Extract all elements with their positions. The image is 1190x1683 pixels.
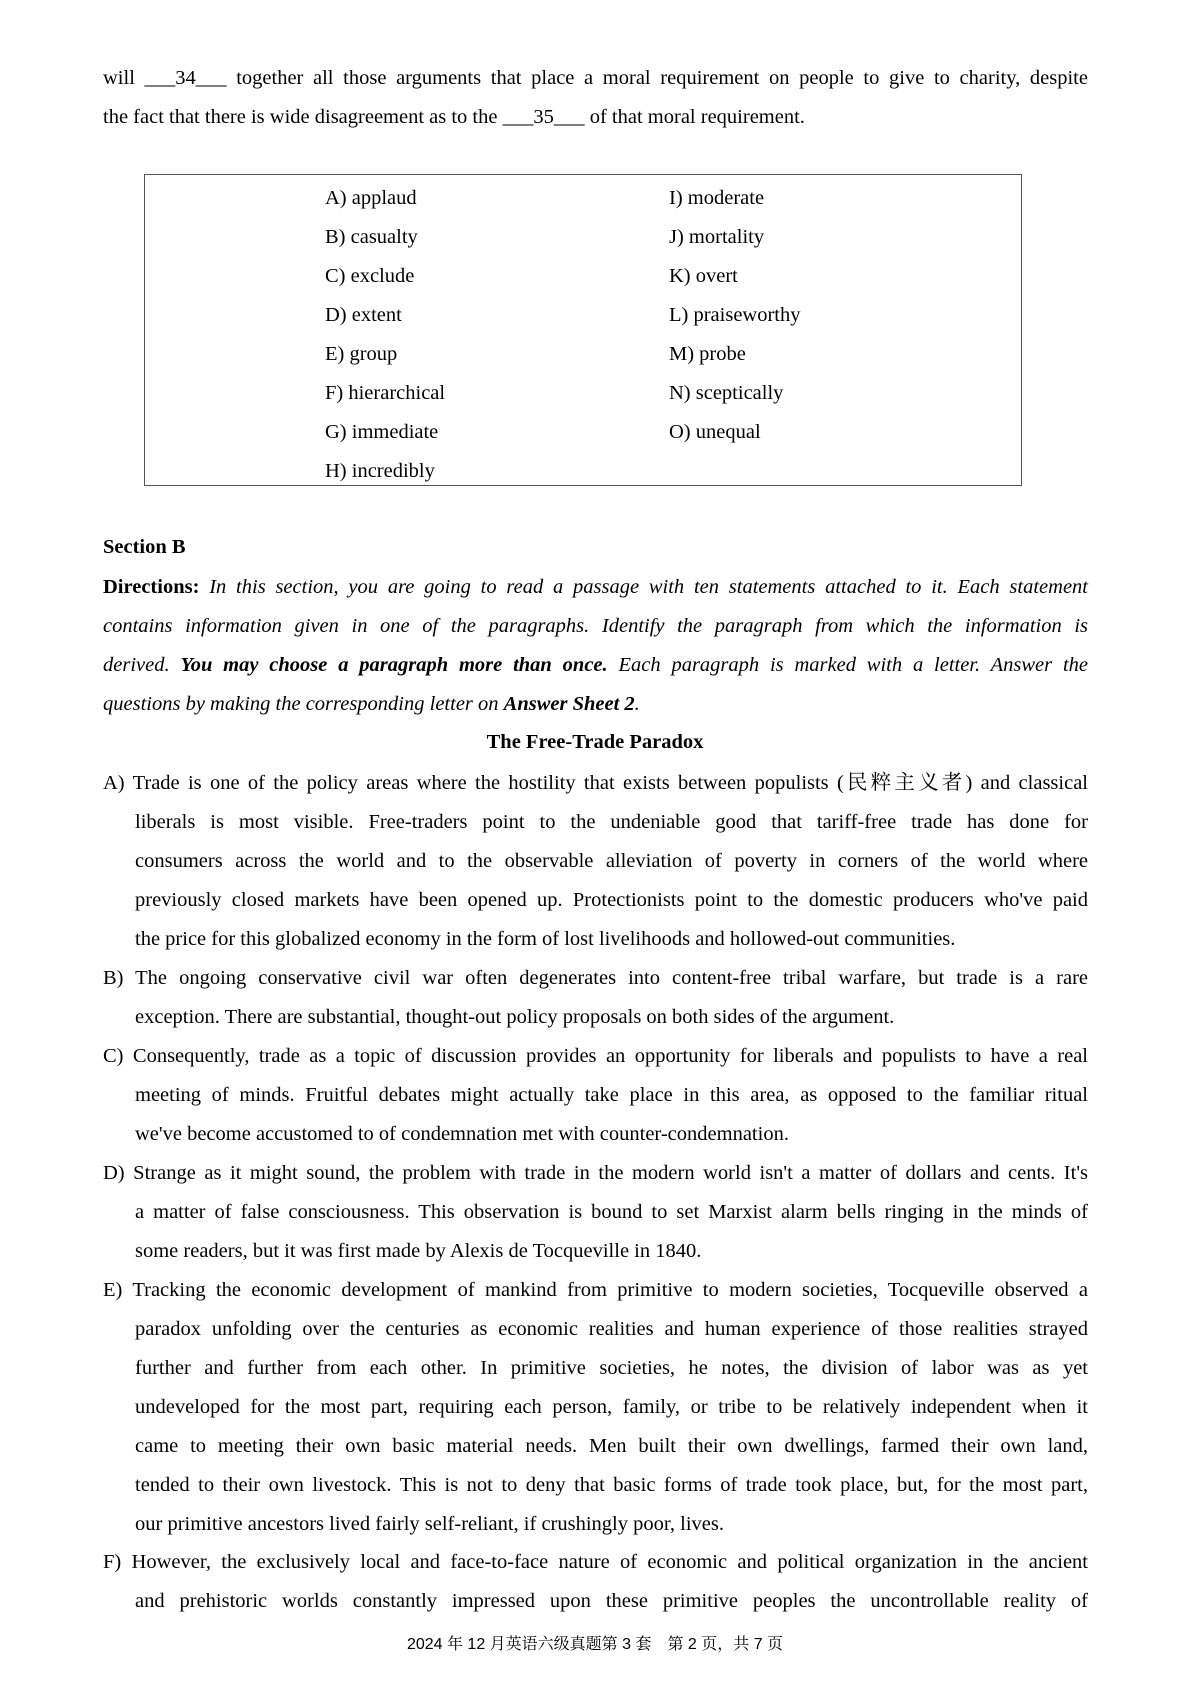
directions-label: Directions: <box>103 576 200 598</box>
text-fragment: questions by making the corresponding letter on <box>103 693 504 715</box>
directions-line-4 <box>103 691 1088 717</box>
paragraph-d-line: a matter of false consciousness. This observation is bound to set Marxist alarm bells ringing in the minds of <box>135 1201 1088 1223</box>
text-fragment: the fact that there is wide disagreement as to the <box>103 106 503 128</box>
paragraph-a-line: the price for this globalized economy in the form of lost livelihoods and hollowed-out communities. <box>135 928 956 950</box>
paragraph-e-line: E) Tracking the economic development of mankind from primitive to modern societies, Tocqueville observed a <box>103 1279 1088 1301</box>
paragraph-e-line: came to meeting their own basic material needs. Men built their own dwellings, farmed their own land, <box>135 1435 1088 1457</box>
paragraph-a-line: consumers across the world and to the observable alleviation of poverty in corners of the world where <box>135 850 1088 872</box>
word-bank-box <box>144 174 1022 486</box>
text-fragment: derived. <box>103 654 181 676</box>
blank-35: ___35___ <box>502 106 585 128</box>
word-option: G) immediate <box>325 421 439 443</box>
section-heading: Section B <box>103 536 186 558</box>
paragraph-c-line: we've become accustomed to of condemnation met with counter-condemnation. <box>135 1123 789 1145</box>
word-option: C) exclude <box>325 265 415 287</box>
word-option: F) hierarchical <box>325 382 446 404</box>
prev-passage-line-2 <box>103 104 1088 130</box>
word-option: B) casualty <box>325 226 418 248</box>
directions-line-1 <box>103 574 1088 600</box>
word-option: H) incredibly <box>325 460 435 482</box>
prev-passage-line-1 <box>103 65 1088 91</box>
paragraph-e-line: tended to their own livestock. This is not to deny that basic forms of trade took place, but, for the most part, <box>135 1474 1088 1496</box>
text-fragment: . <box>634 693 640 715</box>
word-option: J) mortality <box>669 226 765 248</box>
paragraph-e-line: undeveloped for the most part, requiring each person, family, or tribe to be relatively independent when it <box>135 1396 1088 1418</box>
word-option: N) sceptically <box>669 382 784 404</box>
text-fragment: of that moral requirement. <box>584 106 805 128</box>
word-option: O) unequal <box>669 421 761 443</box>
directions-line-2: contains information given in one of the paragraphs. Identify the paragraph from which the information is <box>103 615 1088 637</box>
text-fragment: will <box>103 67 145 89</box>
word-option: M) probe <box>669 343 746 365</box>
paragraph-d-line: D) Strange as it might sound, the problem with trade in the modern world isn't a matter of dollars and cents. It's <box>103 1162 1088 1184</box>
word-option: A) applaud <box>325 187 417 209</box>
paragraph-f-line: F) However, the exclusively local and face-to-face nature of economic and political organization in the ancient <box>103 1551 1088 1573</box>
word-option: E) group <box>325 343 398 365</box>
paragraph-a-line: A) Trade is one of the policy areas where the hostility that exists between populists (民粹主义者) and classical <box>103 772 1088 794</box>
text-fragment: together all those arguments that place a moral requirement on people to give to charity, despite <box>226 67 1088 89</box>
paragraph-e-line: further and further from each other. In primitive societies, he notes, the division of labor was as yet <box>135 1357 1088 1379</box>
text-fragment: Each paragraph is marked with a letter. Answer the <box>607 654 1088 676</box>
blank-34: ___34___ <box>144 67 227 89</box>
word-option: D) extent <box>325 304 402 326</box>
answer-sheet-ref: Answer Sheet 2 <box>503 693 635 715</box>
paragraph-a-line: previously closed markets have been opened up. Protectionists point to the domestic producers who've paid <box>135 889 1088 911</box>
text-fragment: In this section, you are going to read a passage with ten statements attached to it. Each statement <box>199 576 1088 598</box>
word-option: I) moderate <box>669 187 765 209</box>
paragraph-e-line: paradox unfolding over the centuries as economic realities and human experience of those realities strayed <box>135 1318 1088 1340</box>
word-option: K) overt <box>669 265 738 287</box>
word-option: L) praiseworthy <box>669 304 801 326</box>
paragraph-e-line: our primitive ancestors lived fairly self-reliant, if crushingly poor, lives. <box>135 1513 724 1535</box>
paragraph-b-line: exception. There are substantial, thought-out policy proposals on both sides of the argument. <box>135 1006 895 1028</box>
emphasis-text: You may choose a paragraph more than once. <box>180 654 608 676</box>
paragraph-f-line: and prehistoric worlds constantly impressed upon these primitive peoples the uncontrollable reality of <box>135 1590 1088 1612</box>
page-footer: 2024 年 12 月英语六级真题第 3 套 第 2 页，共 7 页 <box>406 1636 784 1653</box>
paragraph-d-line: some readers, but it was first made by Alexis de Tocqueville in 1840. <box>135 1240 702 1262</box>
paragraph-b-line: B) The ongoing conservative civil war often degenerates into content-free tribal warfare, but trade is a rare <box>103 967 1088 989</box>
passage-title: The Free-Trade Paradox <box>486 731 704 753</box>
paragraph-c-line: meeting of minds. Fruitful debates might actually take place in this area, as opposed to the familiar ritual <box>135 1084 1088 1106</box>
paragraph-c-line: C) Consequently, trade as a topic of discussion provides an opportunity for liberals and populists to have a real <box>103 1045 1088 1067</box>
paragraph-a-line: liberals is most visible. Free-traders point to the undeniable good that tariff-free trade has done for <box>135 811 1088 833</box>
directions-line-3 <box>103 652 1088 678</box>
